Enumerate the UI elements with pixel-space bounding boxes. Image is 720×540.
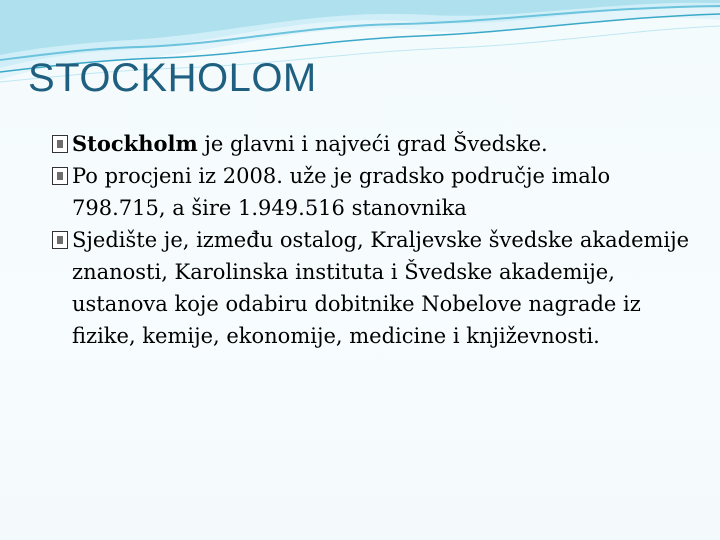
- bullet-3-text: Sjedište je, između ostalog, Kraljevske švedske akademije znanosti, Karolinska instituta i Švedske akademije, ustanova koje odabiru dobitnike Nobelove nagrade iz fizike, kemije, ekonomije, medicine i književnosti.: [72, 228, 690, 348]
- bullet-1-bold-lead: Stockholm: [72, 131, 198, 156]
- missing-glyph-bullet-icon: [52, 231, 68, 249]
- slide-title: STOCKHOLOM: [28, 56, 317, 100]
- bullet-item-3: [52, 224, 692, 352]
- missing-glyph-bullet-icon: [52, 167, 68, 185]
- bullet-2-text: Po procjeni iz 2008. uže je gradsko područje imalo 798.715, a šire 1.949.516 stanovnika: [72, 164, 611, 220]
- missing-glyph-bullet-icon: [52, 135, 68, 153]
- bullet-list: [52, 128, 692, 352]
- bullet-item-1: [52, 128, 692, 160]
- bullet-1-text: je glavni i najveći grad Švedske.: [197, 132, 548, 156]
- bullet-item-2: [52, 160, 692, 224]
